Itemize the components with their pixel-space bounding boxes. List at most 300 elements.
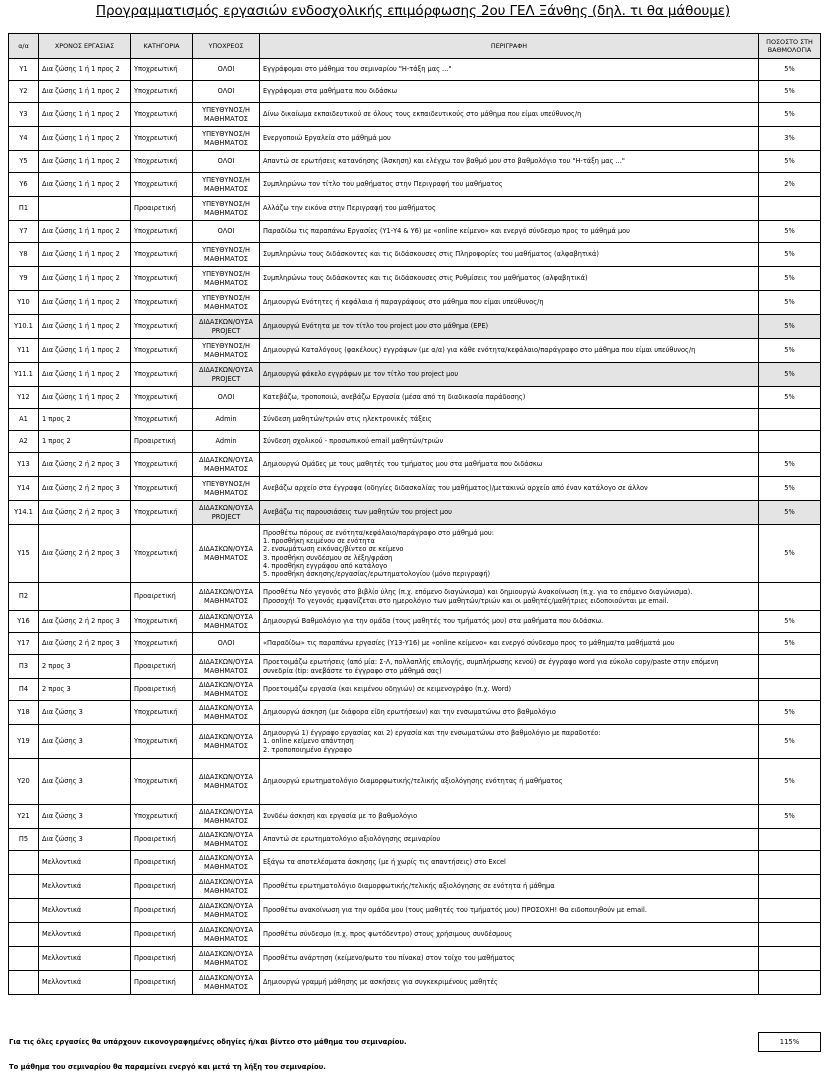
cell-responsible: ΔΙΔΑΣΚΩΝ/ΟΥΣΑ ΜΑΘΗΜΑΤΟΣ bbox=[193, 701, 260, 725]
description-line: Δημιουργώ Ενότητες ή κεφάλαια ή παραγράφους στο μάθημα που είμαι υπεύθυνος/η bbox=[263, 298, 544, 307]
description-line: Συνδέω άσκηση και εργασία με το βαθμολόγιο bbox=[263, 812, 418, 821]
description-line: 2. ενσωμάτωση εικόνας/βίντεο σε κείμενο bbox=[263, 545, 404, 554]
cell-percent: 5% bbox=[759, 291, 821, 315]
cell-time: Μελλοντικά bbox=[39, 947, 131, 971]
cell-percent: 5% bbox=[759, 611, 821, 633]
cell-responsible: ΔΙΔΑΣΚΩΝ/ΟΥΣΑ ΜΑΘΗΜΑΤΟΣ bbox=[193, 679, 260, 701]
cell-percent: 5% bbox=[759, 759, 821, 805]
description-line: Προετοιμάζω ερωτήσεις (από μία: Σ-Λ, πολλαπλής επιλογής, συμπλήρωσης κενού) σε έγγραφο word για εύκολο copy/paste στην επόμενη bbox=[263, 658, 719, 667]
cell-category: Προαιρετική bbox=[131, 875, 193, 899]
cell-category: Υποχρεωτική bbox=[131, 805, 193, 829]
cell-time: 2 προς 3 bbox=[39, 679, 131, 701]
description-line: Συμπληρώνω τους διδάσκοντες και τις διδάσκουσες στις Πληροφορίες του μαθήματος (αλφαβητικά) bbox=[263, 250, 599, 259]
cell-category: Υποχρεωτική bbox=[131, 453, 193, 477]
cell-aa: Υ5 bbox=[9, 151, 39, 173]
cell-responsible: ΥΠΕΥΘΥΝΟΣ/Η ΜΑΘΗΜΑΤΟΣ bbox=[193, 197, 260, 221]
cell-time: Δια ζώσης 1 ή 1 προς 2 bbox=[39, 339, 131, 363]
cell-percent: 5% bbox=[759, 501, 821, 525]
description-line: Δημιουργώ Βαθμολόγιο για την ομάδα (τους μαθητές του τμήματός μου) στα μαθήματα που διδάσκω. bbox=[263, 617, 604, 626]
description-line: Προσθέτω ερωτηματολόγιο διαμορφωτικής/τελικής αξιολόγησης σε ενότητα ή μάθημα bbox=[263, 882, 555, 891]
table-row bbox=[9, 583, 821, 611]
cell-time: Δια ζώσης 1 ή 1 προς 2 bbox=[39, 103, 131, 127]
header-percent: ΠΟΣΟΣΤΟ ΣΤΗ ΒΑΘΜΟΛΟΓΙΑ bbox=[759, 34, 821, 59]
cell-category: Προαιρετική bbox=[131, 431, 193, 453]
cell-percent bbox=[759, 971, 821, 995]
description-line: Εγγράφομαι στα μαθήματα που διδάσκω bbox=[263, 87, 398, 96]
cell-responsible: ΔΙΔΑΣΚΩΝ/ΟΥΣΑ ΜΑΘΗΜΑΤΟΣ bbox=[193, 453, 260, 477]
table-row bbox=[9, 923, 821, 947]
cell-aa bbox=[9, 851, 39, 875]
cell-category: Υποχρεωτική bbox=[131, 633, 193, 655]
cell-percent bbox=[759, 947, 821, 971]
cell-time: Δια ζώσης 2 ή 2 προς 3 bbox=[39, 501, 131, 525]
cell-percent: 5% bbox=[759, 81, 821, 103]
cell-responsible: ΥΠΕΥΘΥΝΟΣ/Η ΜΑΘΗΜΑΤΟΣ bbox=[193, 103, 260, 127]
cell-aa: Υ15 bbox=[9, 525, 39, 583]
cell-responsible: ΥΠΕΥΘΥΝΟΣ/Η ΜΑΘΗΜΑΤΟΣ bbox=[193, 173, 260, 197]
description-line: Αλλάζω την εικόνα στην Περιγραφή του μαθήματος bbox=[263, 204, 436, 213]
cell-category: Υποχρεωτική bbox=[131, 701, 193, 725]
cell-category: Προαιρετική bbox=[131, 829, 193, 851]
cell-description bbox=[260, 173, 759, 197]
cell-category: Υποχρεωτική bbox=[131, 611, 193, 633]
cell-aa: Υ17 bbox=[9, 633, 39, 655]
cell-category: Προαιρετική bbox=[131, 947, 193, 971]
cell-percent: 5% bbox=[759, 725, 821, 759]
cell-percent: 5% bbox=[759, 243, 821, 267]
table-row bbox=[9, 243, 821, 267]
cell-aa: Υ11 bbox=[9, 339, 39, 363]
cell-description bbox=[260, 81, 759, 103]
table-row bbox=[9, 363, 821, 387]
table-row bbox=[9, 611, 821, 633]
description-line: Προσοχή! Το γεγονός εμφανίζεται στο ημερολόγιο των μαθητών/τριών και οι μαθητές/μαθήτριες ειδοποιούνται με email. bbox=[263, 596, 669, 605]
header-category: ΚΑΤΗΓΟΡΙΑ bbox=[131, 34, 193, 59]
table-row bbox=[9, 431, 821, 453]
header-responsible: ΥΠΟΧΡΕΟΣ bbox=[193, 34, 260, 59]
description-line: Προετοιμάζω εργασία (και κειμένου οδηγιών) σε κειμενογράφο (π.χ. Word) bbox=[263, 685, 512, 694]
cell-time: 1 προς 2 bbox=[39, 409, 131, 431]
cell-responsible: ΔΙΔΑΣΚΩΝ/ΟΥΣΑ PROJECT bbox=[193, 315, 260, 339]
cell-category: Υποχρεωτική bbox=[131, 339, 193, 363]
cell-category: Προαιρετική bbox=[131, 971, 193, 995]
cell-percent: 3% bbox=[759, 127, 821, 151]
cell-description bbox=[260, 477, 759, 501]
cell-time: Δια ζώσης 1 ή 1 προς 2 bbox=[39, 267, 131, 291]
cell-percent bbox=[759, 197, 821, 221]
description-line: «Παραδίδω» τις παραπάνω εργασίες (Υ13-Υ16) με «online κείμενο» και ενεργό σύνδεσμο προς το μάθημα/τα μαθήματά μου bbox=[263, 639, 675, 648]
cell-description bbox=[260, 611, 759, 633]
plan-table bbox=[8, 33, 821, 995]
cell-category: Υποχρεωτική bbox=[131, 759, 193, 805]
cell-aa: Υ16 bbox=[9, 611, 39, 633]
cell-responsible: ΔΙΔΑΣΚΩΝ/ΟΥΣΑ ΜΑΘΗΜΑΤΟΣ bbox=[193, 759, 260, 805]
description-line: 4. προσθήκη εγγράφου από κατάλογο bbox=[263, 561, 388, 570]
cell-percent: 5% bbox=[759, 805, 821, 829]
cell-percent bbox=[759, 875, 821, 899]
cell-responsible: ΥΠΕΥΘΥΝΟΣ/Η ΜΑΘΗΜΑΤΟΣ bbox=[193, 291, 260, 315]
table-body bbox=[9, 59, 821, 995]
table-row bbox=[9, 103, 821, 127]
cell-responsible: ΟΛΟΙ bbox=[193, 151, 260, 173]
cell-aa: Υ21 bbox=[9, 805, 39, 829]
cell-description bbox=[260, 363, 759, 387]
cell-time: Μελλοντικά bbox=[39, 851, 131, 875]
cell-percent: 5% bbox=[759, 151, 821, 173]
cell-category: Προαιρετική bbox=[131, 583, 193, 611]
table-row bbox=[9, 899, 821, 923]
description-line: Εξάγω τα αποτελέσματα άσκησης (με ή χωρίς τις απαντήσεις) στο Excel bbox=[263, 858, 506, 867]
cell-category: Υποχρεωτική bbox=[131, 59, 193, 81]
cell-category: Υποχρεωτική bbox=[131, 501, 193, 525]
cell-description bbox=[260, 59, 759, 81]
cell-description bbox=[260, 221, 759, 243]
cell-responsible: ΥΠΕΥΘΥΝΟΣ/Η ΜΑΘΗΜΑΤΟΣ bbox=[193, 339, 260, 363]
cell-responsible: ΔΙΔΑΣΚΩΝ/ΟΥΣΑ ΜΑΘΗΜΑΤΟΣ bbox=[193, 725, 260, 759]
description-line: Δημιουργώ Ενότητα με τον τίτλο του project μου στο μάθημα (ΕΡΕ) bbox=[263, 322, 489, 331]
cell-description bbox=[260, 655, 759, 679]
cell-category: Υποχρεωτική bbox=[131, 477, 193, 501]
description-line: 3. προσθήκη συνδέσμου σε λέξη/φράση bbox=[263, 553, 393, 562]
cell-description bbox=[260, 103, 759, 127]
table-row bbox=[9, 971, 821, 995]
cell-category: Υποχρεωτική bbox=[131, 243, 193, 267]
cell-responsible: ΔΙΔΑΣΚΩΝ/ΟΥΣΑ ΜΑΘΗΜΑΤΟΣ bbox=[193, 829, 260, 851]
cell-aa: Υ12 bbox=[9, 387, 39, 409]
cell-description bbox=[260, 701, 759, 725]
cell-responsible: ΔΙΔΑΣΚΩΝ/ΟΥΣΑ ΜΑΘΗΜΑΤΟΣ bbox=[193, 611, 260, 633]
cell-category: Υποχρεωτική bbox=[131, 409, 193, 431]
header-time: ΧΡΟΝΟΣ ΕΡΓΑΣΙΑΣ bbox=[39, 34, 131, 59]
table-row bbox=[9, 453, 821, 477]
cell-responsible: ΔΙΔΑΣΚΩΝ/ΟΥΣΑ ΜΑΘΗΜΑΤΟΣ bbox=[193, 971, 260, 995]
cell-responsible: ΟΛΟΙ bbox=[193, 221, 260, 243]
description-line: 5. προσθήκη άσκησης/εργασίας/ερωτηματολογίου (μόνο περιγραφή) bbox=[263, 569, 491, 578]
cell-description bbox=[260, 501, 759, 525]
cell-aa: Α1 bbox=[9, 409, 39, 431]
cell-time: Δια ζώσης 1 ή 1 προς 2 bbox=[39, 127, 131, 151]
cell-category: Υποχρεωτική bbox=[131, 525, 193, 583]
description-line: συνεδρία (tip: ανεβάστε το έγγραφο στο μάθημά σας) bbox=[263, 666, 442, 675]
cell-responsible: ΥΠΕΥΘΥΝΟΣ/Η ΜΑΘΗΜΑΤΟΣ bbox=[193, 127, 260, 151]
cell-category: Προαιρετική bbox=[131, 197, 193, 221]
cell-aa bbox=[9, 899, 39, 923]
description-line: Ενεργοποιώ Εργαλεία στο μάθημά μου bbox=[263, 134, 391, 143]
cell-aa: Υ6 bbox=[9, 173, 39, 197]
cell-category: Προαιρετική bbox=[131, 923, 193, 947]
cell-description bbox=[260, 525, 759, 583]
table-row bbox=[9, 805, 821, 829]
cell-time: Μελλοντικά bbox=[39, 899, 131, 923]
cell-time: 2 προς 3 bbox=[39, 655, 131, 679]
cell-percent: 5% bbox=[759, 525, 821, 583]
description-line: Συμπληρώνω τον τίτλο του μαθήματος στην Περιγραφή του μαθήματος bbox=[263, 180, 503, 189]
cell-aa: Υ4 bbox=[9, 127, 39, 151]
cell-aa: Υ3 bbox=[9, 103, 39, 127]
cell-responsible: ΟΛΟΙ bbox=[193, 81, 260, 103]
cell-responsible: ΔΙΔΑΣΚΩΝ/ΟΥΣΑ ΜΑΘΗΜΑΤΟΣ bbox=[193, 947, 260, 971]
cell-aa: Υ9 bbox=[9, 267, 39, 291]
table-row bbox=[9, 387, 821, 409]
cell-time: Δια ζώσης 2 ή 2 προς 3 bbox=[39, 525, 131, 583]
footnote-instructions: Για τις όλες εργασίες θα υπάρχουν εικονογραφημένες οδηγίες ή/και βίντεο στο μάθημα του σεμιναρίου. bbox=[9, 1038, 407, 1046]
description-line: Προσθέτω σύνδεσμο (π.χ. προς φωτόδεντρο) στους χρήσιμους συνδέσμους bbox=[263, 930, 513, 939]
cell-category: Υποχρεωτική bbox=[131, 267, 193, 291]
description-line: Δημιουργώ φάκελο εγγράφων με τον τίτλο του project μου bbox=[263, 370, 459, 379]
cell-responsible: ΔΙΔΑΣΚΩΝ/ΟΥΣΑ ΜΑΘΗΜΑΤΟΣ bbox=[193, 875, 260, 899]
cell-time: Δια ζώσης 1 ή 1 προς 2 bbox=[39, 221, 131, 243]
cell-time: Δια ζώσης 1 ή 1 προς 2 bbox=[39, 151, 131, 173]
cell-percent: 5% bbox=[759, 363, 821, 387]
footnote-course-active: Το μάθημα του σεμιναρίου θα παραμείνει ενεργό και μετά τη λήξη του σεμιναρίου. bbox=[9, 1063, 326, 1071]
cell-time: Μελλοντικά bbox=[39, 971, 131, 995]
cell-category: Υποχρεωτική bbox=[131, 315, 193, 339]
cell-aa bbox=[9, 923, 39, 947]
description-line: Δίνω δικαίωμα εκπαιδευτικού σε όλους τους εκπαιδευτικούς στο μάθημα που είμαι υπεύθυνος/η bbox=[263, 110, 582, 119]
cell-percent: 5% bbox=[759, 103, 821, 127]
cell-description bbox=[260, 725, 759, 759]
description-line: 1. προσθήκη κειμένου σε ενότητα bbox=[263, 537, 375, 546]
cell-time: Δια ζώσης 2 ή 2 προς 3 bbox=[39, 477, 131, 501]
total-percent: 115% bbox=[758, 1032, 821, 1052]
cell-time: Δια ζώσης 1 ή 1 προς 2 bbox=[39, 81, 131, 103]
cell-time: Δια ζώσης 1 ή 1 προς 2 bbox=[39, 363, 131, 387]
cell-description bbox=[260, 899, 759, 923]
cell-time: Δια ζώσης 2 ή 2 προς 3 bbox=[39, 453, 131, 477]
description-line: Σύνδεση σχολικού - προσωπικού email μαθητών/τριών bbox=[263, 437, 444, 446]
table-row bbox=[9, 173, 821, 197]
cell-time: Δια ζώσης 1 ή 1 προς 2 bbox=[39, 387, 131, 409]
description-line: Παραδίδω τις παραπάνω Εργασίες (Υ1-Υ4 & Υ6) με «online κείμενο» και ενεργό σύνδεσμο προς το μάθημά μου bbox=[263, 227, 630, 236]
cell-description bbox=[260, 267, 759, 291]
cell-description bbox=[260, 759, 759, 805]
cell-description bbox=[260, 923, 759, 947]
table-row bbox=[9, 501, 821, 525]
cell-description bbox=[260, 197, 759, 221]
table-row bbox=[9, 197, 821, 221]
cell-aa: Υ1 bbox=[9, 59, 39, 81]
cell-description bbox=[260, 971, 759, 995]
header-aa: α/α bbox=[9, 34, 39, 59]
table-row bbox=[9, 679, 821, 701]
cell-responsible: ΔΙΔΑΣΚΩΝ/ΟΥΣΑ ΜΑΘΗΜΑΤΟΣ bbox=[193, 583, 260, 611]
table-row bbox=[9, 759, 821, 805]
table-row bbox=[9, 221, 821, 243]
description-line: Σύνδεση μαθητών/τριών στις ηλεκτρονικές τάξεις bbox=[263, 415, 432, 424]
cell-time: Δια ζώσης 3 bbox=[39, 701, 131, 725]
cell-description bbox=[260, 453, 759, 477]
description-line: Ανεβάζω αρχείο στα έγγραφα (οδηγίες διδασκαλίας του μαθήματος)/μετακινώ αρχείο από έναν κατάλογο σε άλλον bbox=[263, 484, 648, 493]
header-description: ΠΕΡΙΓΡΑΦΗ bbox=[260, 34, 759, 59]
description-line: Προσθέτω ανάρτηση (κείμενο/φωτο του πίνακα) στον τοίχο του μαθήματος bbox=[263, 954, 515, 963]
table-row bbox=[9, 409, 821, 431]
cell-time: Δια ζώσης 3 bbox=[39, 829, 131, 851]
cell-responsible: Admin bbox=[193, 431, 260, 453]
table-row bbox=[9, 81, 821, 103]
cell-aa bbox=[9, 971, 39, 995]
description-line: Προσθέτω πόρους σε ενότητα/κεφάλαιο/παράγραφο στο μάθημά μου: bbox=[263, 528, 494, 537]
cell-responsible: ΔΙΔΑΣΚΩΝ/ΟΥΣΑ ΜΑΘΗΜΑΤΟΣ bbox=[193, 851, 260, 875]
cell-percent bbox=[759, 583, 821, 611]
page-title: Προγραμματισμός εργασιών ενδοσχολικής επιμόρφωσης 2ου ΓΕΛ Ξάνθης (δηλ. τι θα μάθουμε) bbox=[95, 3, 731, 19]
cell-percent: 5% bbox=[759, 387, 821, 409]
cell-percent: 5% bbox=[759, 267, 821, 291]
cell-percent bbox=[759, 431, 821, 453]
cell-responsible: ΔΙΔΑΣΚΩΝ/ΟΥΣΑ ΜΑΘΗΜΑΤΟΣ bbox=[193, 525, 260, 583]
table-row bbox=[9, 59, 821, 81]
table-row bbox=[9, 655, 821, 679]
cell-percent bbox=[759, 655, 821, 679]
description-line: Ανεβάζω τις παρουσιάσεις των μαθητών του project μου bbox=[263, 508, 452, 517]
cell-percent bbox=[759, 829, 821, 851]
description-line: Προσθέτω Νέο γεγονός στο βιβλίο ύλης (π.χ. επόμενο διαγώνισμα) και δημιουργώ Ανακοίνωση (π.χ. για το επόμενο διαγώνισμα). bbox=[263, 588, 693, 597]
table-row bbox=[9, 339, 821, 363]
table-row bbox=[9, 267, 821, 291]
description-line: 1. online κείμενο απάντηση bbox=[263, 737, 354, 746]
cell-aa: Υ18 bbox=[9, 701, 39, 725]
cell-responsible: ΔΙΔΑΣΚΩΝ/ΟΥΣΑ ΜΑΘΗΜΑΤΟΣ bbox=[193, 899, 260, 923]
cell-time: Μελλοντικά bbox=[39, 923, 131, 947]
table-row bbox=[9, 633, 821, 655]
cell-aa: Υ8 bbox=[9, 243, 39, 267]
cell-responsible: ΟΛΟΙ bbox=[193, 59, 260, 81]
cell-time: Δια ζώσης 1 ή 1 προς 2 bbox=[39, 59, 131, 81]
cell-category: Προαιρετική bbox=[131, 655, 193, 679]
cell-time: Μελλοντικά bbox=[39, 875, 131, 899]
cell-description bbox=[260, 431, 759, 453]
cell-description bbox=[260, 805, 759, 829]
cell-aa: Υ11.1 bbox=[9, 363, 39, 387]
cell-description bbox=[260, 947, 759, 971]
cell-aa: Υ19 bbox=[9, 725, 39, 759]
cell-percent bbox=[759, 679, 821, 701]
description-line: Δημιουργώ άσκηση (με διάφορα είδη ερωτήσεων) και την ενσωματώνω στο βαθμολόγιο bbox=[263, 708, 556, 717]
description-line: Δημιουργώ Καταλόγους (φακέλους) εγγράφων (με α/α) για κάθε ενότητα/κεφάλαιο/παράγραφο στο μάθημα που είμαι υπεύθυνος/η bbox=[263, 346, 696, 355]
cell-description bbox=[260, 127, 759, 151]
cell-category: Υποχρεωτική bbox=[131, 725, 193, 759]
cell-aa: Π2 bbox=[9, 583, 39, 611]
table-row bbox=[9, 947, 821, 971]
description-line: Δημιουργώ Ομάδες με τους μαθητές του τμήματος μου στα μαθήματα που διδάσκω bbox=[263, 460, 543, 469]
cell-description bbox=[260, 315, 759, 339]
cell-description bbox=[260, 409, 759, 431]
cell-time: Δια ζώσης 3 bbox=[39, 725, 131, 759]
cell-responsible: ΥΠΕΥΘΥΝΟΣ/Η ΜΑΘΗΜΑΤΟΣ bbox=[193, 267, 260, 291]
cell-responsible: ΥΠΕΥΘΥΝΟΣ/Η ΜΑΘΗΜΑΤΟΣ bbox=[193, 243, 260, 267]
cell-responsible: ΔΙΔΑΣΚΩΝ/ΟΥΣΑ ΜΑΘΗΜΑΤΟΣ bbox=[193, 805, 260, 829]
cell-category: Υποχρεωτική bbox=[131, 81, 193, 103]
cell-description bbox=[260, 583, 759, 611]
cell-description bbox=[260, 387, 759, 409]
cell-aa: Π1 bbox=[9, 197, 39, 221]
table-row bbox=[9, 477, 821, 501]
cell-description bbox=[260, 339, 759, 363]
table-row bbox=[9, 315, 821, 339]
table-row bbox=[9, 701, 821, 725]
cell-percent: 5% bbox=[759, 701, 821, 725]
cell-category: Προαιρετική bbox=[131, 679, 193, 701]
table-row bbox=[9, 291, 821, 315]
cell-percent: 5% bbox=[759, 315, 821, 339]
cell-description bbox=[260, 151, 759, 173]
cell-time: Δια ζώσης 1 ή 1 προς 2 bbox=[39, 315, 131, 339]
cell-description bbox=[260, 875, 759, 899]
cell-aa: Υ14 bbox=[9, 477, 39, 501]
cell-aa bbox=[9, 947, 39, 971]
table-row bbox=[9, 875, 821, 899]
description-line: Κατεβάζω, τροποποιώ, ανεβάζω Εργασία (μέσα από τη διαδικασία παράδοσης) bbox=[263, 393, 526, 402]
cell-aa: Π5 bbox=[9, 829, 39, 851]
cell-time bbox=[39, 197, 131, 221]
cell-category: Υποχρεωτική bbox=[131, 103, 193, 127]
cell-percent: 5% bbox=[759, 59, 821, 81]
cell-percent: 2% bbox=[759, 173, 821, 197]
cell-description bbox=[260, 291, 759, 315]
cell-aa: Υ10 bbox=[9, 291, 39, 315]
cell-percent bbox=[759, 899, 821, 923]
cell-responsible: ΔΙΔΑΣΚΩΝ/ΟΥΣΑ ΜΑΘΗΜΑΤΟΣ bbox=[193, 923, 260, 947]
cell-description bbox=[260, 243, 759, 267]
cell-percent: 5% bbox=[759, 453, 821, 477]
description-line: Απαντώ σε ερωτήσεις κατανόησης (Άσκηση) και ελέγχω τον βαθμό μου στο βαθμολόγιο του "Η-τάξη μας ..." bbox=[263, 157, 625, 166]
table-row bbox=[9, 151, 821, 173]
description-line: 2. τροποποιημένο έγγραφο bbox=[263, 745, 352, 754]
cell-category: Υποχρεωτική bbox=[131, 127, 193, 151]
cell-description bbox=[260, 679, 759, 701]
cell-time: Δια ζώσης 3 bbox=[39, 759, 131, 805]
cell-percent bbox=[759, 923, 821, 947]
table-row bbox=[9, 851, 821, 875]
cell-responsible: Admin bbox=[193, 409, 260, 431]
cell-time: Δια ζώσης 1 ή 1 προς 2 bbox=[39, 173, 131, 197]
description-line: Συμπληρώνω τους διδάσκοντες και τις διδάσκουσες στις Ρυθμίσεις του μαθήματος (αλφαβητικά) bbox=[263, 274, 588, 283]
cell-responsible: ΥΠΕΥΘΥΝΟΣ/Η ΜΑΘΗΜΑΤΟΣ bbox=[193, 477, 260, 501]
cell-responsible: ΔΙΔΑΣΚΩΝ/ΟΥΣΑ PROJECT bbox=[193, 363, 260, 387]
cell-category: Υποχρεωτική bbox=[131, 151, 193, 173]
cell-percent bbox=[759, 851, 821, 875]
cell-percent: 5% bbox=[759, 339, 821, 363]
cell-aa: Υ2 bbox=[9, 81, 39, 103]
cell-category: Υποχρεωτική bbox=[131, 173, 193, 197]
cell-description bbox=[260, 851, 759, 875]
cell-aa: Υ20 bbox=[9, 759, 39, 805]
cell-aa: Π3 bbox=[9, 655, 39, 679]
cell-category: Υποχρεωτική bbox=[131, 387, 193, 409]
cell-aa: Υ10.1 bbox=[9, 315, 39, 339]
description-line: Δημιουργώ γραμμή μάθησης με ασκήσεις για συγκεκριμένους μαθητές bbox=[263, 978, 498, 987]
cell-time: Δια ζώσης 2 ή 2 προς 3 bbox=[39, 611, 131, 633]
cell-description bbox=[260, 829, 759, 851]
cell-aa: Α2 bbox=[9, 431, 39, 453]
cell-aa: Υ13 bbox=[9, 453, 39, 477]
cell-percent: 5% bbox=[759, 633, 821, 655]
cell-time bbox=[39, 583, 131, 611]
cell-time: Δια ζώσης 3 bbox=[39, 805, 131, 829]
cell-aa: Π4 bbox=[9, 679, 39, 701]
cell-time: Δια ζώσης 1 ή 1 προς 2 bbox=[39, 243, 131, 267]
cell-aa: Υ7 bbox=[9, 221, 39, 243]
cell-category: Προαιρετική bbox=[131, 899, 193, 923]
cell-percent: 5% bbox=[759, 477, 821, 501]
cell-category: Υποχρεωτική bbox=[131, 221, 193, 243]
cell-category: Προαιρετική bbox=[131, 851, 193, 875]
cell-percent: 5% bbox=[759, 221, 821, 243]
table-row bbox=[9, 725, 821, 759]
description-line: Δημιουργώ 1) έγγραφο εργασίας και 2) εργασία και την ενσωματώνω στο βαθμολόγιο με παραδοτέο: bbox=[263, 729, 601, 738]
table-row bbox=[9, 525, 821, 583]
cell-responsible: ΔΙΔΑΣΚΩΝ/ΟΥΣΑ ΜΑΘΗΜΑΤΟΣ bbox=[193, 655, 260, 679]
cell-responsible: ΔΙΔΑΣΚΩΝ/ΟΥΣΑ PROJECT bbox=[193, 501, 260, 525]
